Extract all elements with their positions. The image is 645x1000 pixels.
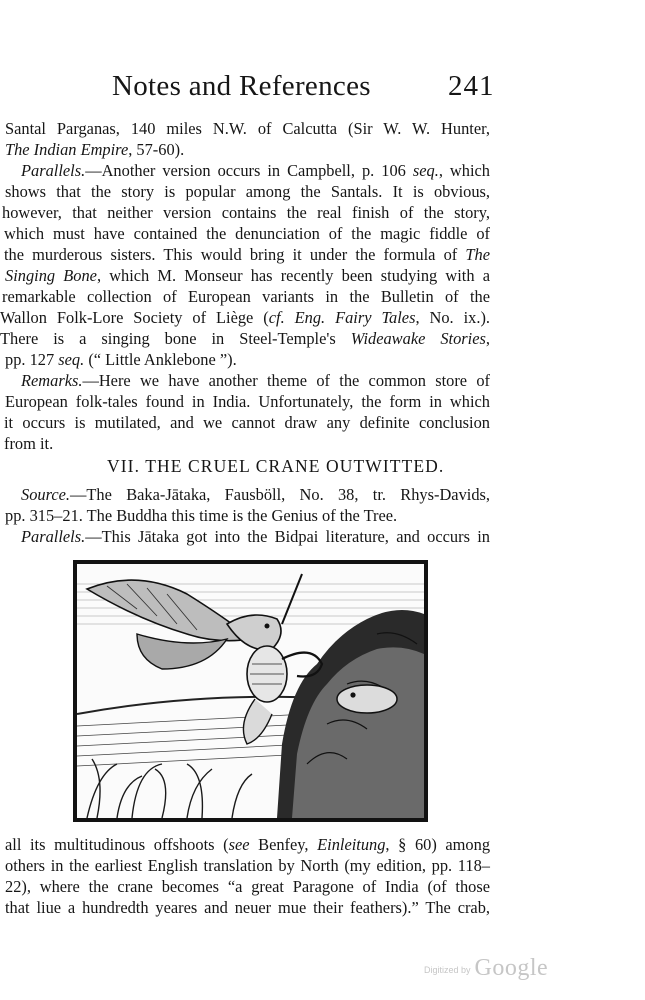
section-label: Parallels. [21, 527, 86, 546]
text-line: from it. [4, 434, 54, 453]
paragraph-remarks: Remarks.—Here we have another theme of the common store of [21, 371, 490, 390]
text-line: remarkable collection of European variants in the Bulletin of the [2, 287, 490, 306]
section-label: Parallels. [21, 161, 86, 180]
text-line: all its multitudinous offshoots (see Benfey, Einleitung, § 60) among [5, 835, 491, 854]
text-line: Singing Bone, which M. Monseur has recently been studying with a [5, 266, 490, 285]
text-line: the murderous sisters. This would bring it under the formula of The [4, 245, 490, 264]
page-number: 241 [448, 70, 495, 102]
text-line: it occurs is mutilated, and we cannot draw any definite conclusion [4, 413, 490, 432]
book-title: The [465, 245, 490, 264]
digitized-watermark [424, 955, 548, 982]
book-title: Wideawake Stories [350, 329, 486, 348]
text-line: pp. 315–21. The Buddha this time is the Genius of the Tree. [5, 506, 398, 525]
crane-and-crab-woodcut [77, 564, 424, 818]
book-title: Einleitung [317, 835, 386, 854]
text-line: which must have contained the denunciation of the magic fiddle of [4, 224, 490, 243]
text-line: There is a singing bone in Steel-Temple's Wideawake Stories, [0, 329, 490, 348]
watermark-brand-text: Google [474, 955, 549, 981]
text-line: The Indian Empire, 57-60). [5, 140, 185, 159]
text-line: that liue a hundredth yeares and neuer mue their feathers).” The crab, [5, 898, 490, 917]
running-header [0, 70, 645, 110]
watermark-small-text: Digitized by [424, 965, 471, 975]
paragraph-parallels: Parallels.—Another version occurs in Campbell, p. 106 seq., which [21, 161, 490, 180]
book-title: Singing Bone [5, 266, 97, 285]
text-line: others in the earliest English translation by North (my edition, pp. 118– [5, 856, 490, 875]
section-label: Source. [21, 485, 71, 504]
section-label: Remarks. [21, 371, 83, 390]
text-line: 22), where the crane becomes “a great Paragone of India (of those [5, 877, 490, 896]
section-heading: VII. THE CRUEL CRANE OUTWITTED. [107, 456, 445, 476]
paragraph-source: Source.—The Baka-Jātaka, Fausböll, No. 38, tr. Rhys-Davids, [21, 485, 490, 504]
text-line: Santal Parganas, 140 miles N.W. of Calcutta (Sir W. W. Hunter, [5, 119, 490, 138]
text-line: however, that neither version contains the real finish of the story, [2, 203, 490, 222]
text-line: European folk-tales found in India. Unfortunately, the form in which [5, 392, 490, 411]
paragraph-parallels-2: Parallels.—This Jātaka got into the Bidpai literature, and occurs in [21, 527, 490, 546]
text-line: shows that the story is popular among the Santals. It is obvious, [5, 182, 490, 201]
woodcut-illustration [73, 560, 428, 822]
running-head-title: Notes and References [112, 70, 371, 102]
text-line: Wallon Folk-Lore Society of Liège (cf. Eng. Fairy Tales, No. ix.). [0, 308, 491, 327]
text-line: pp. 127 seq. (“ Little Anklebone ”). [5, 350, 237, 369]
book-title: The Indian Empire [5, 140, 129, 159]
